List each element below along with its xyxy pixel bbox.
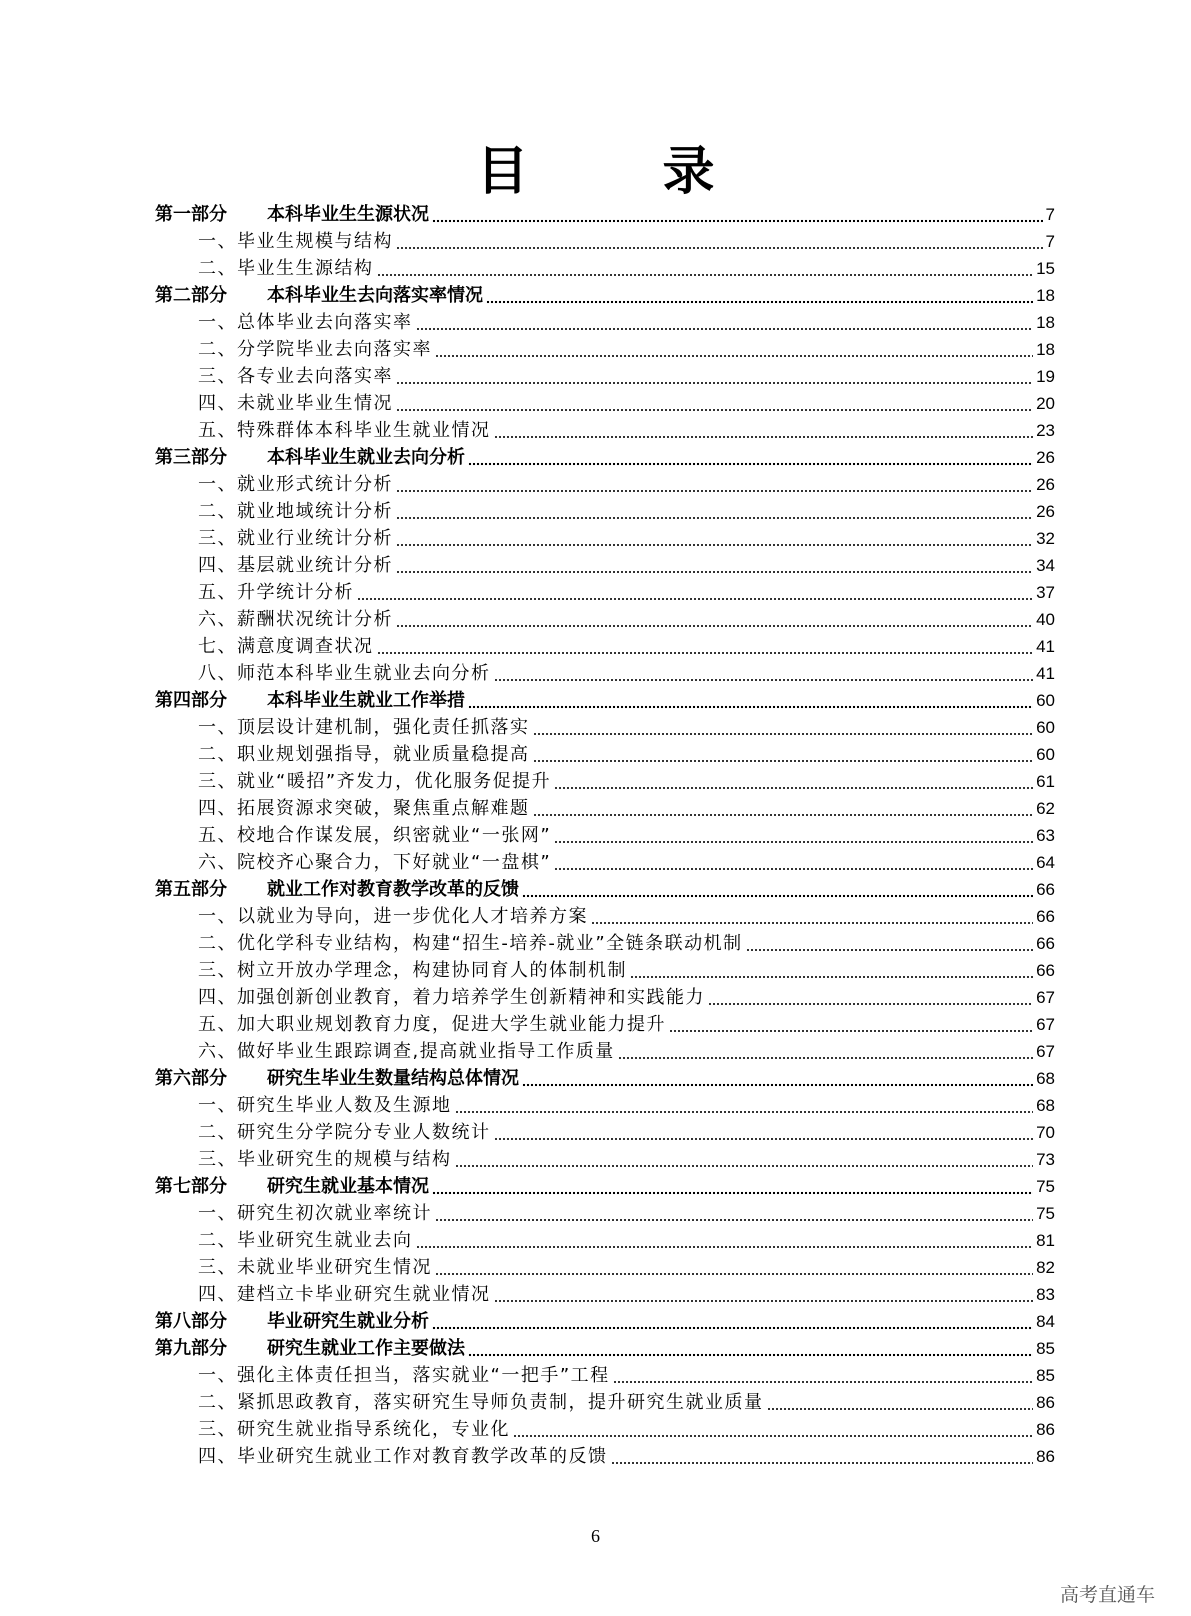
toc-page-number: 75 <box>1036 1177 1055 1196</box>
dot-leader <box>630 975 1033 979</box>
toc-page-number: 66 <box>1036 961 1055 980</box>
toc-entry-title: 六、做好毕业生跟踪调查,提高就业指导工作质量 <box>198 1041 615 1062</box>
dot-leader <box>669 1029 1033 1033</box>
toc-section-entry[interactable] <box>155 822 1055 849</box>
toc-part-number: 第九部分 <box>155 1338 227 1359</box>
page-number: 6 <box>591 1526 600 1546</box>
toc-entry-title: 就业工作对教育教学改革的反馈 <box>267 879 519 900</box>
toc-entry-title: 二、毕业研究生就业去向 <box>198 1230 413 1251</box>
toc-entry-title: 三、研究生就业指导系统化，专业化 <box>198 1419 510 1440</box>
dot-leader <box>432 1326 1033 1330</box>
toc-section-entry[interactable] <box>155 1389 1055 1416</box>
toc-section-entry[interactable] <box>155 714 1055 741</box>
toc-page-number: 26 <box>1036 448 1055 467</box>
dot-leader <box>377 273 1034 277</box>
toc-entry-title: 五、特殊群体本科毕业生就业情况 <box>198 420 491 441</box>
toc-page-number: 18 <box>1036 340 1055 359</box>
toc-page-number: 18 <box>1036 313 1055 332</box>
toc-part-number: 第八部分 <box>155 1311 227 1332</box>
toc-part-number: 第三部分 <box>155 447 227 468</box>
toc-entry-title: 二、优化学科专业结构，构建“招生-培养-就业”全链条联动机制 <box>198 933 743 954</box>
toc-entry-title: 一、顶层设计建机制，强化责任抓落实 <box>198 717 530 738</box>
toc-page-number: 66 <box>1036 934 1055 953</box>
toc-section-entry[interactable] <box>155 417 1055 444</box>
toc-entry-title: 一、强化主体责任担当，落实就业“一把手”工程 <box>198 1365 610 1386</box>
toc-section-entry[interactable] <box>155 1038 1055 1065</box>
dot-leader <box>533 759 1034 763</box>
toc-page-number: 41 <box>1036 664 1055 683</box>
toc-part-number: 第七部分 <box>155 1176 227 1197</box>
dot-leader <box>435 1272 1033 1276</box>
dot-leader <box>746 948 1033 952</box>
toc-page-number: 67 <box>1036 1015 1055 1034</box>
toc-section-entry[interactable] <box>155 336 1055 363</box>
toc-section-entry[interactable] <box>155 984 1055 1011</box>
toc-page-number: 23 <box>1036 421 1055 440</box>
toc-entry-title: 一、以就业为导向，进一步优化人才培养方案 <box>198 906 588 927</box>
toc-page-number: 20 <box>1036 394 1055 413</box>
toc-part-entry[interactable] <box>155 444 1055 471</box>
toc-entry-title: 一、就业形式统计分析 <box>198 474 393 495</box>
toc-entry-title: 一、总体毕业去向落实率 <box>198 312 413 333</box>
toc-entry-title: 本科毕业生生源状况 <box>267 204 429 225</box>
toc-part-entry[interactable] <box>155 282 1055 309</box>
dot-leader <box>486 300 1033 304</box>
toc-page-number: 86 <box>1036 1393 1055 1412</box>
toc-entry-title: 五、加大职业规划教育力度，促进大学生就业能力提升 <box>198 1014 666 1035</box>
dot-leader <box>591 921 1033 925</box>
toc-section-entry[interactable] <box>155 957 1055 984</box>
toc-page-number: 32 <box>1036 529 1055 548</box>
table-of-contents <box>155 201 1055 1470</box>
toc-section-entry[interactable] <box>155 471 1055 498</box>
toc-page-number: 60 <box>1036 718 1055 737</box>
toc-entry-title: 六、院校齐心聚合力，下好就业“一盘棋” <box>198 852 552 873</box>
toc-section-entry[interactable] <box>155 606 1055 633</box>
toc-page-number: 85 <box>1036 1366 1055 1385</box>
dot-leader <box>554 840 1033 844</box>
toc-page-number: 60 <box>1036 691 1055 710</box>
toc-part-number: 第一部分 <box>155 204 227 225</box>
toc-section-entry[interactable] <box>155 525 1055 552</box>
dot-leader <box>396 543 1033 547</box>
toc-section-entry[interactable] <box>155 930 1055 957</box>
toc-entry-title: 六、薪酬状况统计分析 <box>198 609 393 630</box>
toc-page-number: 63 <box>1036 826 1055 845</box>
toc-entry-title: 本科毕业生就业工作举措 <box>267 690 465 711</box>
dot-leader <box>396 516 1033 520</box>
toc-page-number: 40 <box>1036 610 1055 629</box>
dot-leader <box>396 246 1043 250</box>
dot-leader <box>416 327 1034 331</box>
toc-page-number: 68 <box>1036 1096 1055 1115</box>
toc-section-entry[interactable] <box>155 1416 1055 1443</box>
toc-page-number: 34 <box>1036 556 1055 575</box>
dot-leader <box>468 705 1033 709</box>
dot-leader <box>435 1218 1033 1222</box>
toc-entry-title: 三、未就业毕业研究生情况 <box>198 1257 432 1278</box>
dot-leader <box>396 381 1033 385</box>
dot-leader <box>554 786 1033 790</box>
toc-entry-title: 一、研究生毕业人数及生源地 <box>198 1095 452 1116</box>
dot-leader <box>396 408 1033 412</box>
toc-part-entry[interactable] <box>155 1065 1055 1092</box>
dot-leader <box>455 1164 1034 1168</box>
toc-part-entry[interactable] <box>155 1173 1055 1200</box>
toc-entry-title: 五、升学统计分析 <box>198 582 354 603</box>
toc-section-entry[interactable] <box>155 1146 1055 1173</box>
toc-page-number: 62 <box>1036 799 1055 818</box>
dot-leader <box>396 570 1033 574</box>
dot-leader <box>611 1461 1034 1465</box>
toc-page-number: 18 <box>1036 286 1055 305</box>
toc-entry-title: 七、满意度调查状况 <box>198 636 374 657</box>
dot-leader <box>468 462 1033 466</box>
toc-entry-title: 四、加强创新创业教育，着力培养学生创新精神和实践能力 <box>198 987 705 1008</box>
dot-leader <box>513 1434 1033 1438</box>
dot-leader <box>767 1407 1034 1411</box>
toc-entry-title: 二、就业地域统计分析 <box>198 501 393 522</box>
toc-part-entry[interactable] <box>155 201 1055 228</box>
toc-entry-title: 一、毕业生规模与结构 <box>198 231 393 252</box>
toc-entry-title: 毕业研究生就业分析 <box>267 1311 429 1332</box>
dot-leader <box>533 732 1034 736</box>
dot-leader <box>613 1380 1033 1384</box>
toc-section-entry[interactable] <box>155 903 1055 930</box>
toc-part-number: 第四部分 <box>155 690 227 711</box>
toc-entry-title: 三、就业“暖招”齐发力，优化服务促提升 <box>198 771 552 792</box>
toc-page-number: 26 <box>1036 475 1055 494</box>
dot-leader <box>522 1083 1033 1087</box>
toc-section-entry[interactable] <box>155 1200 1055 1227</box>
dot-leader <box>432 219 1043 223</box>
toc-page-number: 66 <box>1036 880 1055 899</box>
toc-entry-title: 研究生就业工作主要做法 <box>267 1338 465 1359</box>
dot-leader <box>708 1002 1033 1006</box>
toc-entry-title: 二、职业规划强指导，就业质量稳提高 <box>198 744 530 765</box>
toc-part-entry[interactable] <box>155 876 1055 903</box>
dot-leader <box>435 354 1033 358</box>
dot-leader <box>494 1299 1034 1303</box>
toc-section-entry[interactable] <box>155 1119 1055 1146</box>
dot-leader <box>618 1056 1033 1060</box>
toc-page-number: 75 <box>1036 1204 1055 1223</box>
toc-entry-title: 三、就业行业统计分析 <box>198 528 393 549</box>
toc-page-number: 67 <box>1036 988 1055 1007</box>
dot-leader <box>554 867 1033 871</box>
toc-entry-title: 五、校地合作谋发展，织密就业“一张网” <box>198 825 552 846</box>
toc-page-number: 83 <box>1036 1285 1055 1304</box>
dot-leader <box>522 894 1033 898</box>
toc-section-entry[interactable] <box>155 498 1055 525</box>
toc-page-number: 7 <box>1045 232 1055 251</box>
toc-section-entry[interactable] <box>155 795 1055 822</box>
toc-page-number: 64 <box>1036 853 1055 872</box>
dot-leader <box>455 1110 1034 1114</box>
toc-entry-title: 二、研究生分学院分专业人数统计 <box>198 1122 491 1143</box>
toc-entry-title: 三、毕业研究生的规模与结构 <box>198 1149 452 1170</box>
toc-entry-title: 本科毕业生就业去向分析 <box>267 447 465 468</box>
toc-entry-title: 二、毕业生生源结构 <box>198 258 374 279</box>
dot-leader <box>377 651 1034 655</box>
toc-entry-title: 研究生就业基本情况 <box>267 1176 429 1197</box>
toc-entry-title: 四、拓展资源求突破，聚焦重点解难题 <box>198 798 530 819</box>
toc-entry-title: 四、基层就业统计分析 <box>198 555 393 576</box>
toc-section-entry[interactable] <box>155 1254 1055 1281</box>
toc-section-entry[interactable] <box>155 552 1055 579</box>
toc-part-number: 第二部分 <box>155 285 227 306</box>
toc-section-entry[interactable] <box>155 849 1055 876</box>
toc-page-number: 85 <box>1036 1339 1055 1358</box>
dot-leader <box>432 1191 1033 1195</box>
toc-page-number: 81 <box>1036 1231 1055 1250</box>
toc-part-entry[interactable] <box>155 1335 1055 1362</box>
toc-entry-title: 三、树立开放办学理念，构建协同育人的体制机制 <box>198 960 627 981</box>
toc-section-entry[interactable] <box>155 579 1055 606</box>
toc-entry-title: 四、建档立卡毕业研究生就业情况 <box>198 1284 491 1305</box>
toc-page-number: 19 <box>1036 367 1055 386</box>
toc-page-number: 37 <box>1036 583 1055 602</box>
toc-entry-title: 八、师范本科毕业生就业去向分析 <box>198 663 491 684</box>
toc-section-entry[interactable] <box>155 1227 1055 1254</box>
toc-section-entry[interactable] <box>155 309 1055 336</box>
dot-leader <box>396 489 1033 493</box>
toc-section-entry[interactable] <box>155 363 1055 390</box>
toc-entry-title: 二、紧抓思政教育，落实研究生导师负责制，提升研究生就业质量 <box>198 1392 764 1413</box>
toc-page-number: 86 <box>1036 1447 1055 1466</box>
toc-page-number: 84 <box>1036 1312 1055 1331</box>
toc-part-entry[interactable] <box>155 1308 1055 1335</box>
toc-section-entry[interactable] <box>155 1281 1055 1308</box>
toc-section-entry[interactable] <box>155 228 1055 255</box>
toc-entry-title: 一、研究生初次就业率统计 <box>198 1203 432 1224</box>
toc-section-entry[interactable] <box>155 1011 1055 1038</box>
dot-leader <box>494 678 1034 682</box>
toc-section-entry[interactable] <box>155 255 1055 282</box>
dot-leader <box>494 435 1034 439</box>
toc-page-number: 86 <box>1036 1420 1055 1439</box>
toc-page-number: 73 <box>1036 1150 1055 1169</box>
toc-page-number: 26 <box>1036 502 1055 521</box>
dot-leader <box>357 597 1033 601</box>
toc-entry-title: 本科毕业生去向落实率情况 <box>267 285 483 306</box>
toc-part-entry[interactable] <box>155 687 1055 714</box>
toc-entry-title: 四、未就业毕业生情况 <box>198 393 393 414</box>
dot-leader <box>468 1353 1033 1357</box>
page-title: 目 录 <box>476 142 773 202</box>
toc-page-number: 7 <box>1045 205 1055 224</box>
toc-part-number: 第五部分 <box>155 879 227 900</box>
dot-leader <box>416 1245 1034 1249</box>
watermark: 高考直通车 <box>1059 1584 1155 1606</box>
toc-section-entry[interactable] <box>155 1443 1055 1470</box>
toc-page-number: 60 <box>1036 745 1055 764</box>
toc-section-entry[interactable] <box>155 1092 1055 1119</box>
dot-leader <box>396 624 1033 628</box>
toc-page-number: 82 <box>1036 1258 1055 1277</box>
toc-entry-title: 二、分学院毕业去向落实率 <box>198 339 432 360</box>
toc-section-entry[interactable] <box>155 1362 1055 1389</box>
toc-section-entry[interactable] <box>155 741 1055 768</box>
dot-leader <box>494 1137 1034 1141</box>
toc-page-number: 68 <box>1036 1069 1055 1088</box>
toc-entry-title: 三、各专业去向落实率 <box>198 366 393 387</box>
toc-page-number: 70 <box>1036 1123 1055 1142</box>
toc-entry-title: 四、毕业研究生就业工作对教育教学改革的反馈 <box>198 1446 608 1467</box>
toc-page-number: 41 <box>1036 637 1055 656</box>
toc-page-number: 67 <box>1036 1042 1055 1061</box>
toc-entry-title: 研究生毕业生数量结构总体情况 <box>267 1068 519 1089</box>
dot-leader <box>533 813 1034 817</box>
toc-part-number: 第六部分 <box>155 1068 227 1089</box>
toc-page-number: 66 <box>1036 907 1055 926</box>
toc-section-entry[interactable] <box>155 390 1055 417</box>
toc-page-number: 61 <box>1036 772 1055 791</box>
toc-page-number: 15 <box>1036 259 1055 278</box>
toc-section-entry[interactable] <box>155 660 1055 687</box>
toc-section-entry[interactable] <box>155 768 1055 795</box>
toc-section-entry[interactable] <box>155 633 1055 660</box>
